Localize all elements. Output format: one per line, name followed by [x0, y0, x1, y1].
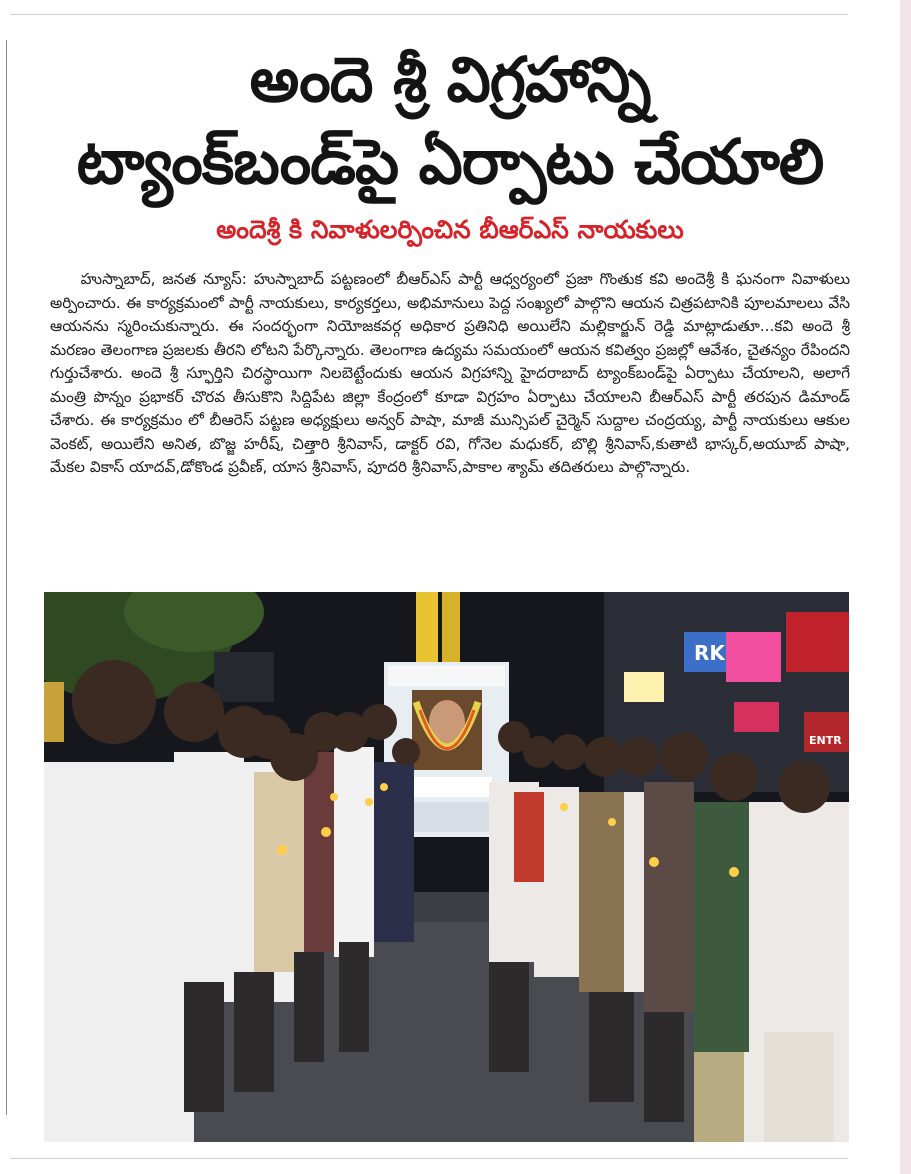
subheadline: అందెశ్రీ కి నివాళులర్పించిన బీఆర్ఎస్ నాయకులు — [216, 215, 684, 244]
headline-line-1: అందె శ్రీ విగ్రహాన్ని — [249, 43, 651, 116]
bottom-divider — [10, 1158, 848, 1159]
article-photo — [44, 592, 849, 1142]
page-edge-strip — [900, 0, 911, 1174]
candlelight-vigil-illustration — [44, 592, 849, 1142]
headline-line-2: ట్యాంక్‌బండ్‌పై ఏర్పాటు చేయాలి — [76, 125, 824, 198]
top-divider — [10, 14, 848, 15]
shop-sign-rk: RK — [694, 641, 725, 665]
article-body: హుస్నాబాద్, జనత న్యూస్: హుస్నాబాద్ పట్టణంలో బీఆర్ఎస్ పార్టీ ఆధ్వర్యంలో ప్రజా గొంతుక కవి అందెశ్రీ కి ఘనంగా నివాళులు అర్పించారు. ఈ కార్యక్రమంలో పార్టీ నాయకులు, కార్యకర్తలు, అభిమానులు పెద్ద సంఖ్యలో పాల్గొని ఆయన చిత్రపటానికి పూలమాలలు వేసి ఆయనను స్మరించుకున్నారు. ఈ సందర్భంగా నియోజకవర్గ అధికార ప్రతినిధి అయిలేని మల్లికార్జున్ రెడ్డి మాట్లాడుతూ...కవి అందె శ్రీ మరణం తెలంగాణ ప్రజలకు తీరని లోటని పేర్కొన్నారు. తెలంగాణ ఉద్యమ సమయంలో ఆయన కవిత్వం ప్రజల్లో ఆవేశం, చైతన్యం రేపిందని గుర్తుచేశారు. అందె శ్రీ స్ఫూర్తిని చిరస్థాయిగా నిలబెట్టేందుకు ఆయన విగ్రహాన్ని హైదరాబాద్ ట్యాంక్‌బండ్‌పై ఏర్పాటు చేయాలని, అలాగే మంత్రి పొన్నం ప్రభాకర్ చొరవ తీసుకొని సిద్దిపేట జిల్లా కేంద్రంలో కూడా విగ్రహం ఏర్పాటు చేయాలని బీఆర్ఎస్ పార్టీ తరపున డిమాండ్ చేశారు. ఈ కార్యక్రమం లో బీఆరెస్ పట్టణ అధ్యక్షులు అన్వర్ పాషా, మాజీ మున్సిపల్ చైర్మెన్ సుద్దాల చంద్రయ్య, పార్టీ నాయకులు ఆకుల వెంకట్, అయిలేని అనిత, బొజ్జ హరీష్, చిత్తారి శ్రీనివాస్, డాక్టర్ రవి, గోనెల మధుకర్, బొల్లి శ్రీనివాస్,కుతాటి భాస్కర్,అయూబ్ పాషా, మేకల వికాస్ యాదవ్,డోకొండ ప్రవీణ్, యాస శ్రీనివాస్, పూదరి శ్రీనివాస్,పాకాల శ్యామ్ తదితరులు పాల్గొన్నారు. — [50, 270, 850, 476]
shop-sign-entr: ENTR — [809, 734, 842, 747]
